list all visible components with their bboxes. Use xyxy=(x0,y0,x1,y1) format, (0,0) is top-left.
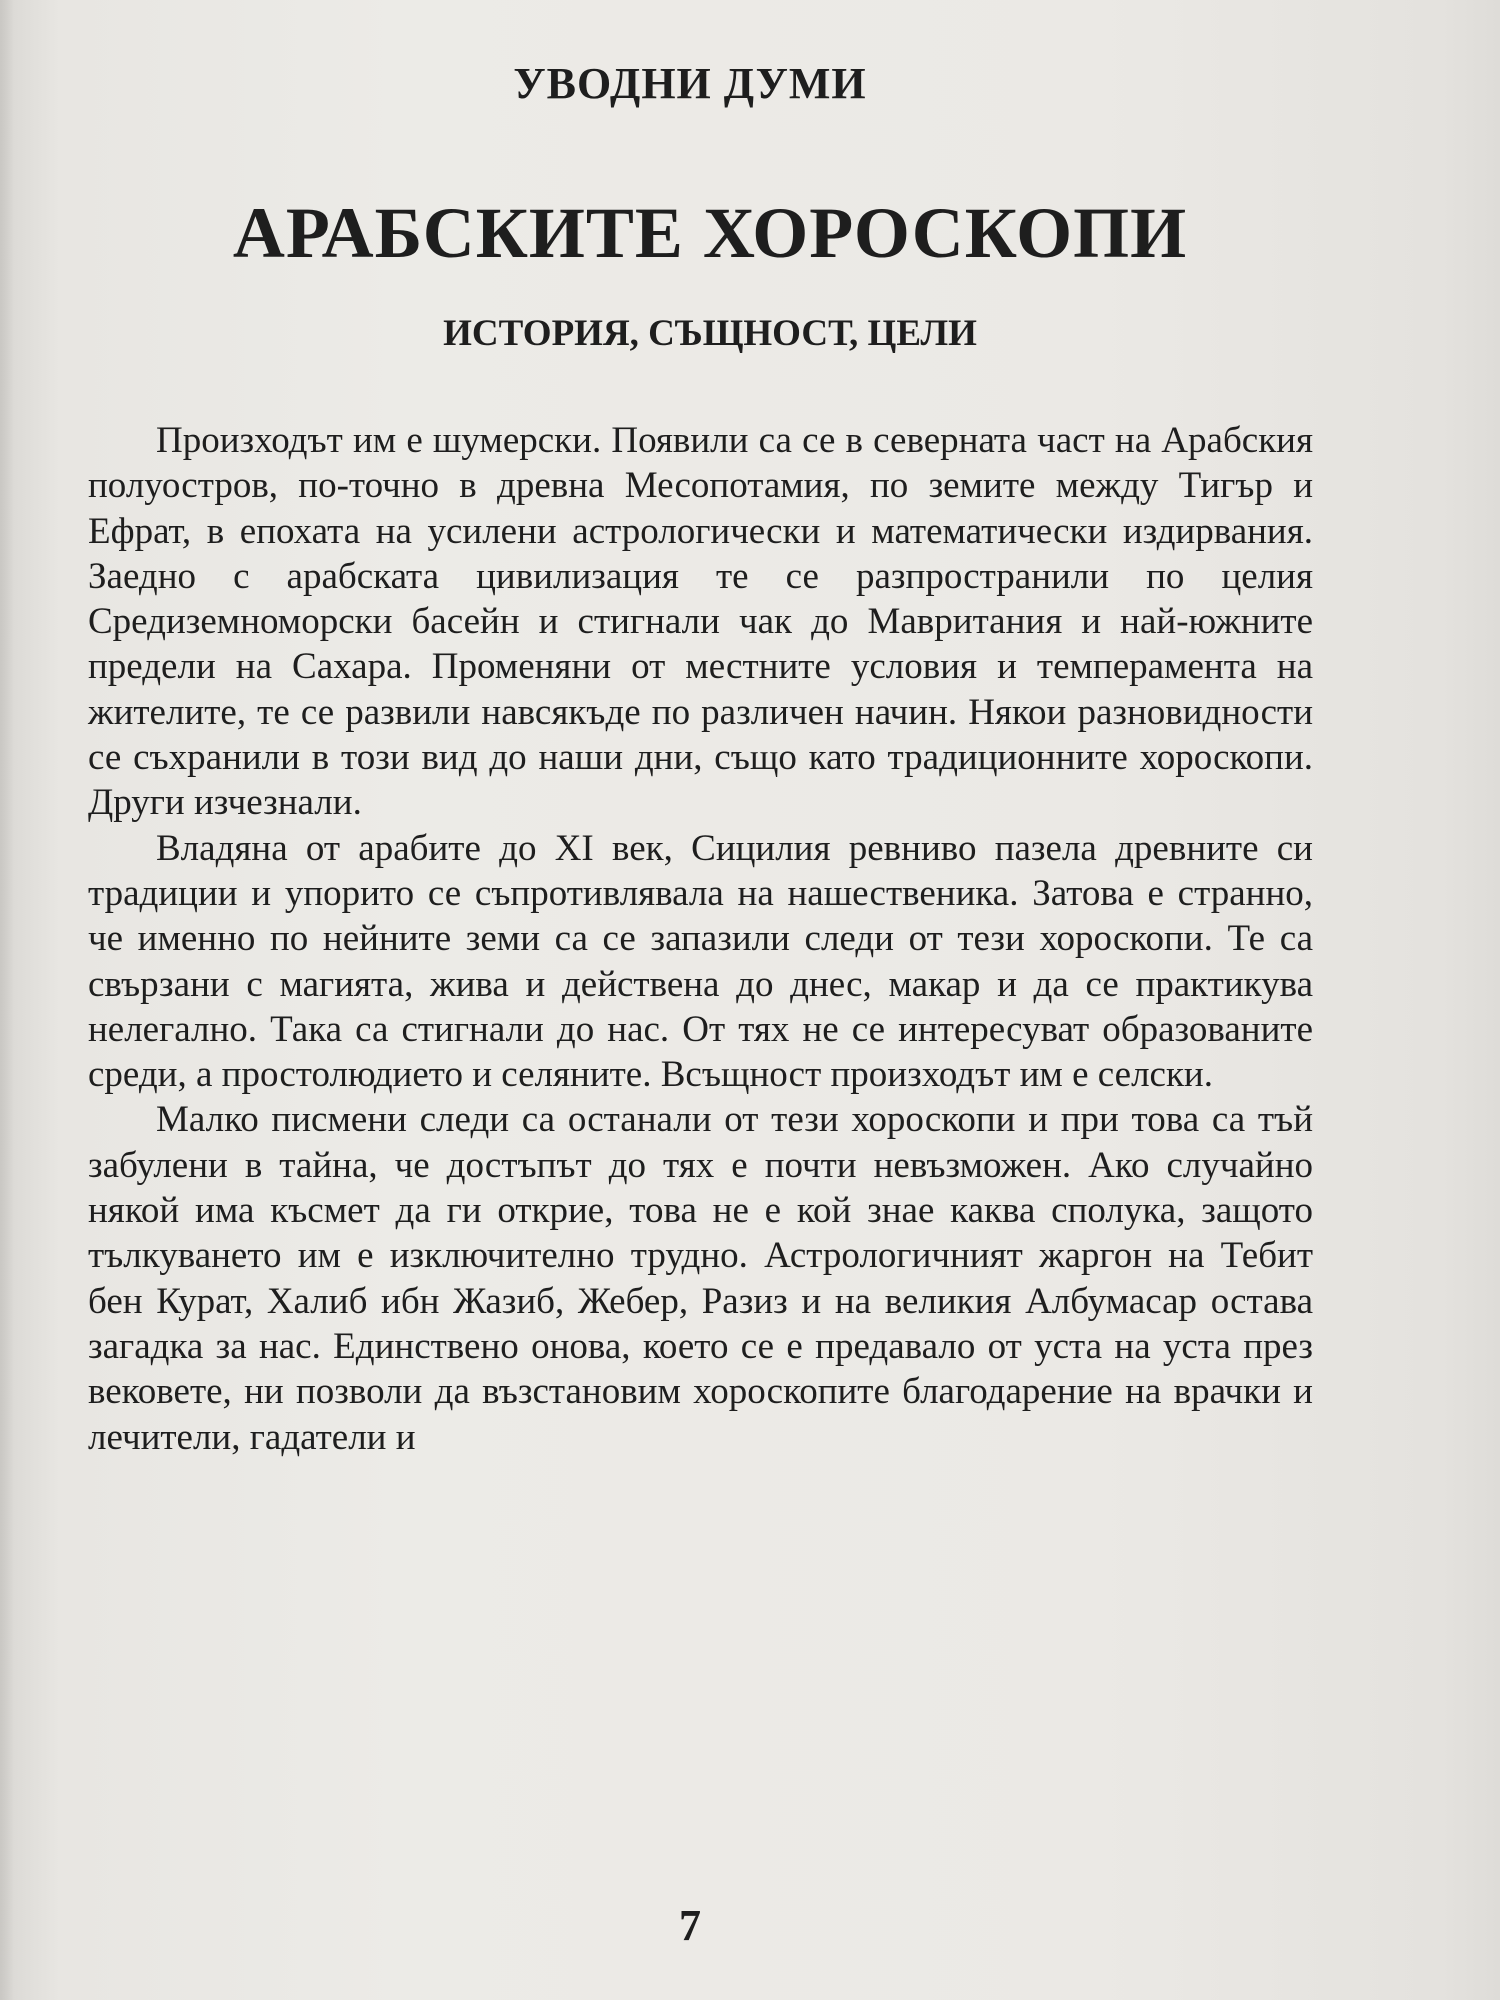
spine-shadow xyxy=(0,0,14,2000)
body-text xyxy=(88,418,1313,1460)
chapter-title: АРАБСКИТЕ ХОРОСКОПИ xyxy=(232,193,1188,273)
paragraph: Произходът им е шумерски. Появили са се в северната част на Арабския полуостров, по-точно в древна Месопотамия, по земите между Тигър и Ефрат, в епохата на усилени астрологически и математически издирвания. Заедно с арабската цивилизация те се разпространили по целия Средиземноморски басейн и стигнали чак до Мавритания и най-южните предели на Сахара. Променяни от местните условия и темперамента на жителите, те се развили навсякъде по различен начин. Някои разновидности се съхранили в този вид до наши дни, също като традиционните хороскопи. Други изчезнали. xyxy=(88,420,1313,824)
paragraph: Малко писмени следи са останали от тези хороскопи и при това са тъй забулени в тайна, че достъпът до тях е почти невъзможен. Ако случайно някой има късмет да ги открие, това не е кой знае каква сполука, защото тълкуването им е изключително трудно. Астрологичният жаргон на Тебит бен Курат, Халиб ибн Жазиб, Жебер, Разиз и на великия Албумасар остава загадка за нас. Единствено онова, което се е предавало от уста на уста през вековете, ни позволи да възстановим хороскопите благодарение на врачки и лечители, гадатели и xyxy=(88,1099,1313,1458)
section-title: УВОДНИ ДУМИ xyxy=(513,59,867,108)
paragraph: Владяна от арабите до XI век, Сицилия ревниво пазела древните си традиции и упорито се съпротивлявала на нашественика. Затова е странно, че именно по нейните земи са се запазили следи от тези хороскопи. Те са свързани с магията, жива и действена до днес, макар и да се практикува нелегално. Така са стигнали до нас. От тях не се интересуват образованите среди, а простолюдието и селяните. Всъщност произходът им е селски. xyxy=(88,827,1313,1096)
chapter-subtitle: ИСТОРИЯ, СЪЩНОСТ, ЦЕЛИ xyxy=(443,313,977,354)
page-number: 7 xyxy=(679,1901,701,1950)
